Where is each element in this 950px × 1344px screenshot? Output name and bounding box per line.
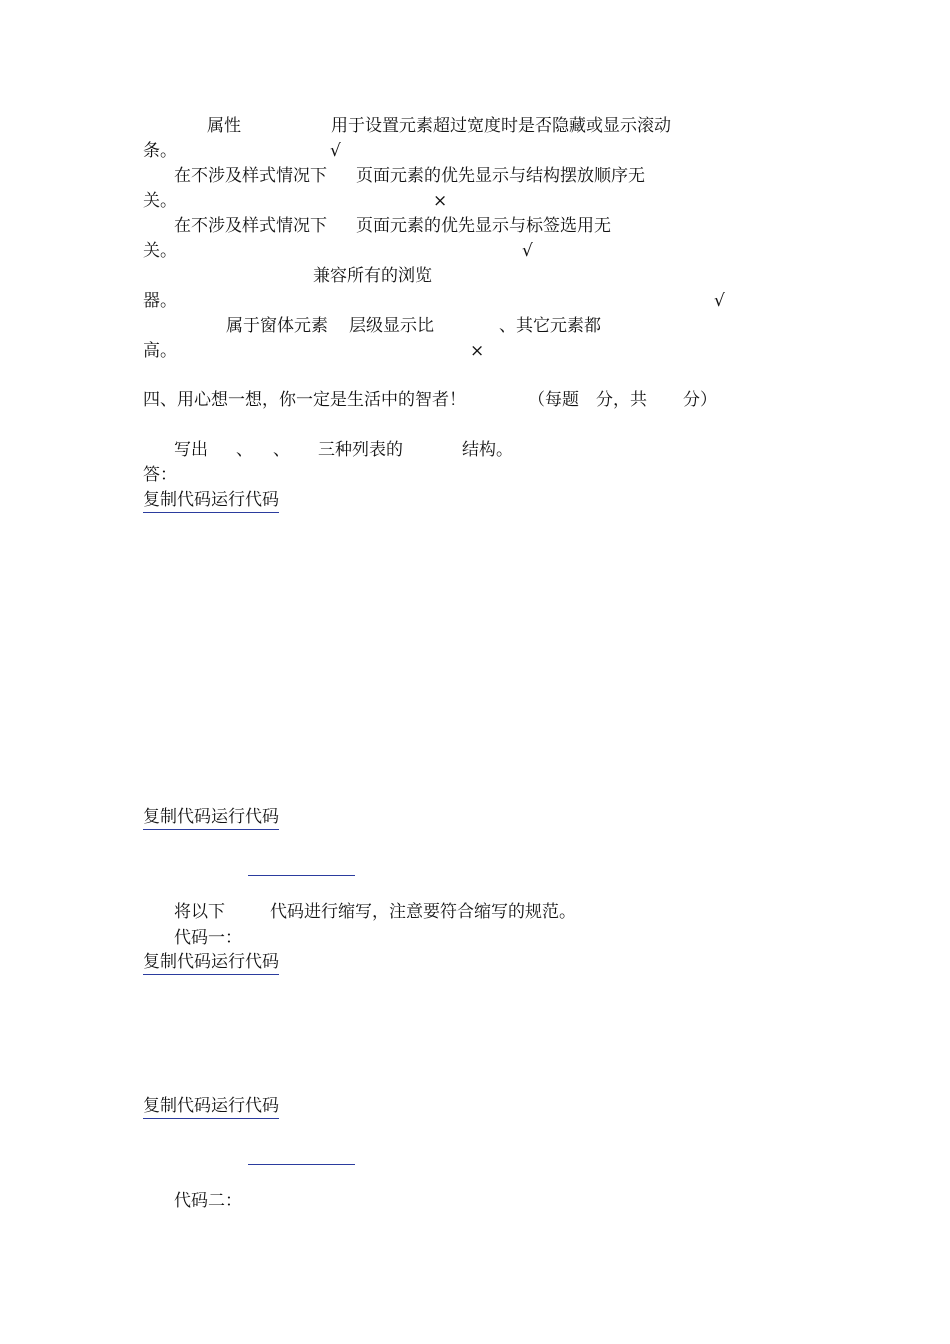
q1-separator-1: 、 [236,440,253,460]
q1-answer-label: 答： [143,465,177,485]
judgment-5-continuation: 高。 [143,341,177,361]
q2-code-1-label: 代码一： [174,928,242,948]
judgment-5-part-b: 层级显示比 [349,316,434,336]
section-4-heading: 四、用心想一想，你一定是生活中的智者！ [143,390,466,410]
section-4-points: （每题 [528,390,579,410]
q1-separator-2: 、 [273,440,290,460]
q1-middle: 三种列表的 [318,440,403,460]
q2-rest: 代码进行缩写，注意要符合缩写的规范。 [270,902,576,922]
hyperlink-underline[interactable] [248,875,355,876]
copy-run-code-link-3[interactable]: 复制代码运行代码 [143,951,279,975]
q1-suffix: 结构。 [462,440,513,460]
judgment-5-part-c: 、其它元素都 [499,316,601,336]
judgment-4-mark: √ [714,291,725,311]
copy-run-code-link-1[interactable]: 复制代码运行代码 [143,489,279,513]
judgment-5-mark: × [470,341,485,361]
judgment-3-part-b: 页面元素的优先显示与标签选用无 [356,216,611,236]
judgment-1-part-b: 用于设置元素超过宽度时是否隐藏或显示滚动 [331,116,671,136]
judgment-2-part-a: 在不涉及样式情况下 [174,166,327,186]
section-4-unit-1: 分，共 [596,390,647,410]
copy-run-code-link-4[interactable]: 复制代码运行代码 [143,1095,279,1119]
judgment-4-continuation: 器。 [143,291,177,311]
section-4-unit-2: 分） [683,390,717,410]
judgment-1-continuation: 条。 [143,141,177,161]
judgment-3-continuation: 关。 [143,241,177,261]
copy-run-code-link-2[interactable]: 复制代码运行代码 [143,806,279,830]
judgment-2-continuation: 关。 [143,191,177,211]
judgment-1-part-a: 属性 [207,116,241,136]
judgment-5-part-a: 属于窗体元素 [226,316,328,336]
judgment-3-part-a: 在不涉及样式情况下 [174,216,327,236]
q2-code-2-label: 代码二： [174,1191,242,1211]
judgment-2-part-b: 页面元素的优先显示与结构摆放顺序无 [356,166,645,186]
judgment-3-mark: √ [522,241,533,261]
q2-prefix: 将以下 [174,902,225,922]
judgment-4-part-a: 兼容所有的浏览 [313,266,432,286]
q1-prefix: 写出 [174,440,208,460]
judgment-2-mark: × [433,191,448,211]
hyperlink-underline[interactable] [248,1164,355,1165]
judgment-1-mark: √ [330,141,341,161]
